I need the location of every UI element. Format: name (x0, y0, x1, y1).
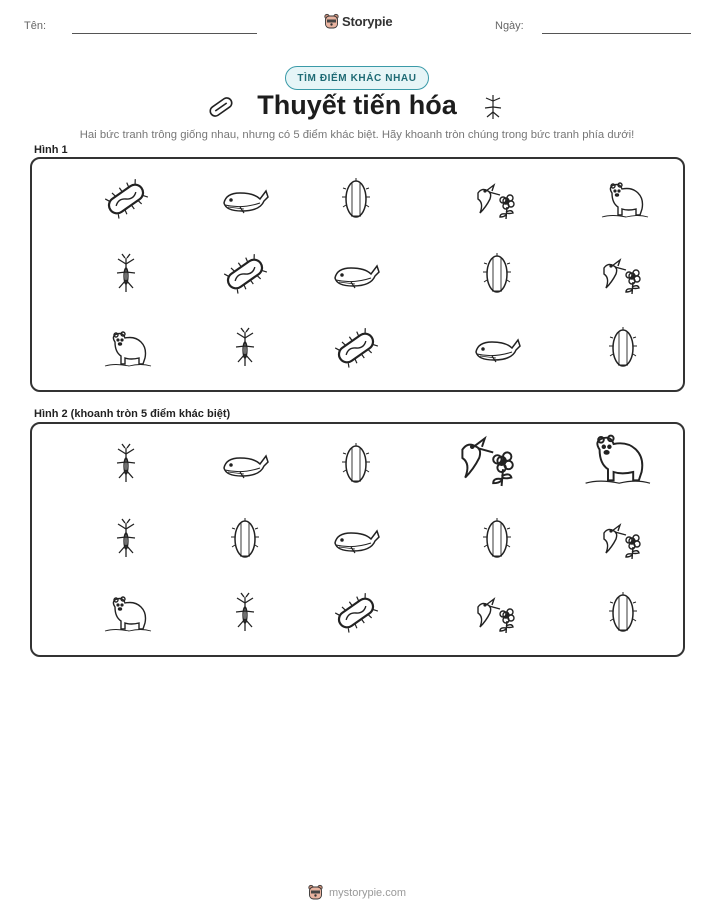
date-line[interactable] (542, 33, 691, 34)
picture2-cactus-cell[interactable] (467, 515, 527, 565)
picture2-cactus-cell[interactable] (215, 515, 275, 565)
name-label: Tên: (24, 20, 47, 32)
picture2-hummingbird-cell[interactable] (459, 434, 519, 484)
polar-bear-icon (580, 430, 650, 489)
hummingbird-icon (454, 430, 524, 489)
hummingbird-icon (472, 179, 522, 221)
picture1-panel[interactable] (30, 157, 685, 392)
bacteria-icon (331, 593, 381, 635)
bear-mascot-icon (324, 13, 339, 30)
picture1-polar-bear-cell[interactable] (593, 175, 653, 225)
cactus-icon (331, 179, 381, 221)
picture1-bacteria-cell[interactable] (215, 250, 275, 300)
picture1-bacteria-cell[interactable] (96, 175, 156, 225)
picture1-hummingbird-cell[interactable] (593, 250, 653, 300)
picture2-stick-insect-cell[interactable] (96, 440, 156, 490)
stick-insect-icon (101, 519, 151, 561)
cactus-icon (598, 328, 648, 370)
polar-bear-icon (101, 328, 151, 370)
picture2-cactus-cell[interactable] (326, 440, 386, 490)
whale-icon (220, 444, 270, 486)
picture2-panel[interactable] (30, 422, 685, 657)
stick-insect-icon (220, 328, 270, 370)
picture1-whale-cell[interactable] (326, 250, 386, 300)
polar-bear-icon (598, 179, 648, 221)
bacteria-icon (331, 328, 381, 370)
hummingbird-icon (472, 593, 522, 635)
cactus-icon (472, 519, 522, 561)
cactus-icon (331, 444, 381, 486)
hummingbird-icon (598, 254, 648, 296)
polar-bear-icon (101, 593, 151, 635)
page-title: Thuyết tiến hóa (257, 90, 457, 120)
picture2-stick-insect-cell[interactable] (96, 515, 156, 565)
picture2-cactus-cell[interactable] (593, 589, 653, 639)
picture2-polar-bear-cell[interactable] (96, 589, 156, 639)
picture1-hummingbird-cell[interactable] (467, 175, 527, 225)
picture1-polar-bear-cell[interactable] (96, 324, 156, 374)
picture2-label: Hình 2 (khoanh tròn 5 điểm khác biệt) (34, 408, 231, 420)
picture1-stick-insect-cell[interactable] (215, 324, 275, 374)
stick-insect-icon (220, 593, 270, 635)
instructions: Hai bức tranh trông giống nhau, nhưng có 5 điểm khác biệt. Hãy khoanh tròn chúng trong bức tranh phía dưới! (79, 129, 635, 141)
picture1-cactus-cell[interactable] (326, 175, 386, 225)
date-label: Ngày: (495, 20, 524, 32)
cactus-icon (472, 254, 522, 296)
hummingbird-icon (598, 519, 648, 561)
stick-insect-icon (101, 254, 151, 296)
picture1-bacteria-cell[interactable] (326, 324, 386, 374)
picture2-whale-cell[interactable] (215, 440, 275, 490)
picture2-whale-cell[interactable] (326, 515, 386, 565)
picture1-stick-insect-cell[interactable] (96, 250, 156, 300)
picture1-cactus-cell[interactable] (467, 250, 527, 300)
whale-icon (331, 519, 381, 561)
activity-badge: TÌM ĐIỂM KHÁC NHAU (285, 66, 429, 90)
bear-mascot-icon (308, 884, 323, 901)
cactus-icon (598, 593, 648, 635)
name-line[interactable] (72, 33, 257, 34)
picture1-whale-cell[interactable] (215, 175, 275, 225)
brand-name: Storypie (342, 14, 393, 29)
picture2-polar-bear-cell[interactable] (585, 434, 645, 484)
whale-icon (472, 328, 522, 370)
picture2-hummingbird-cell[interactable] (593, 515, 653, 565)
stick-insect-icon (482, 92, 504, 122)
whale-icon (220, 179, 270, 221)
picture2-hummingbird-cell[interactable] (467, 589, 527, 639)
bacteria-icon (101, 179, 151, 221)
picture1-cactus-cell[interactable] (593, 324, 653, 374)
picture2-bacteria-cell[interactable] (326, 589, 386, 639)
picture1-whale-cell[interactable] (467, 324, 527, 374)
bacteria-icon (220, 254, 270, 296)
footer-site: mystorypie.com (328, 886, 407, 899)
brand-logo (324, 13, 392, 30)
picture2-stick-insect-cell[interactable] (215, 589, 275, 639)
picture1-label: Hình 1 (34, 144, 68, 156)
cactus-icon (220, 519, 270, 561)
whale-icon (331, 254, 381, 296)
footer (0, 884, 714, 901)
stick-insect-icon (101, 444, 151, 486)
